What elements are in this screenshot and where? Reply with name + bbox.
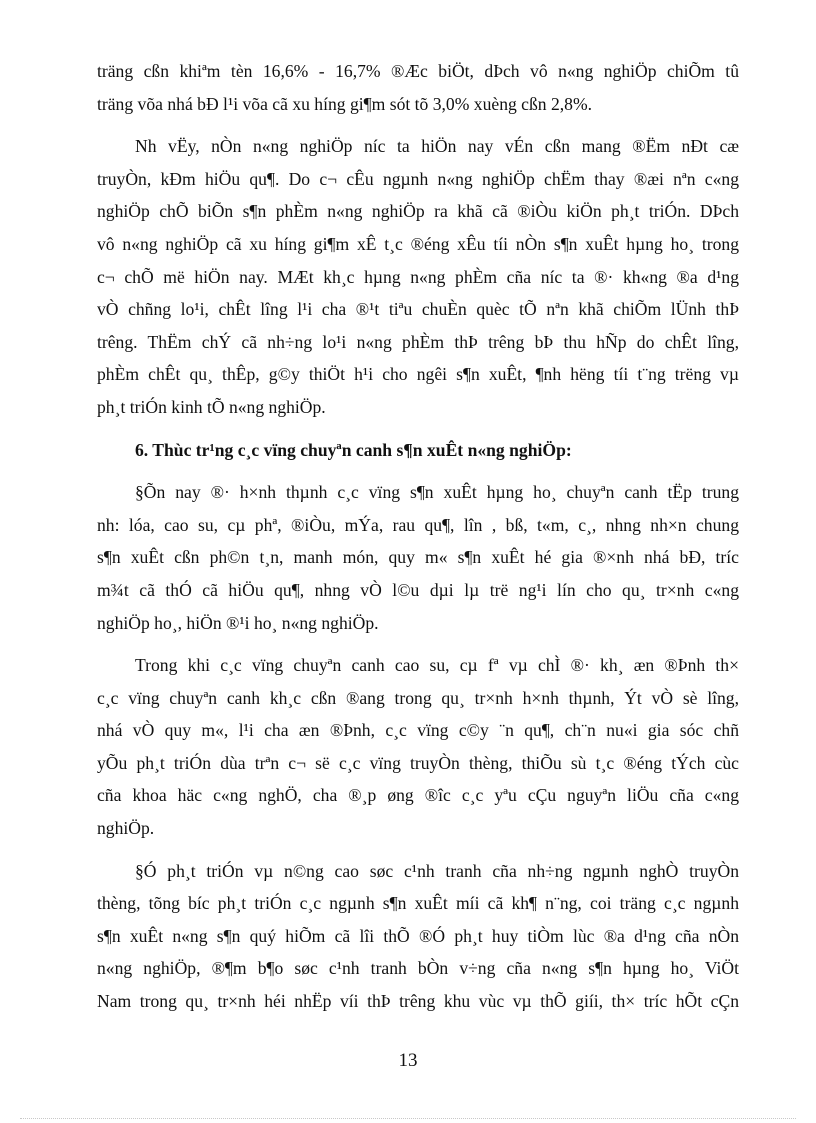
text-line: vÒ chñng lo¹i, chÊt lîng l¹i cha ®¹t tiªu chuÈn quèc tÕ nªn khã chiÕm lÜnh thÞ (97, 299, 739, 320)
text-line: thèng, tõng bíc ph¸t triÓn c¸c ngµnh s¶n xuÊt míi cã kh¶ n¨ng, coi träng c¸c ngµnh (97, 893, 739, 914)
text-line: c¸c vïng chuyªn canh kh¸c cßn ®ang trong qu¸ tr×nh h×nh thµnh, Ýt vÒ sè lîng, (97, 687, 739, 708)
text-line: vô n«ng nghiÖp cã xu híng gi¶m xÊ t¸c ®éng xÊu tíi nÒn s¶n xuÊt hµng ho¸ trong (97, 233, 739, 254)
text-line: §Õn nay ®· h×nh thµnh c¸c vïng s¶n xuÊt hµng ho¸ chuyªn canh tËp trung (135, 482, 739, 503)
section-heading: 6. Thùc tr¹ng c¸c vïng chuyªn canh s¶n xuÊt n«ng nghiÖp: (135, 439, 572, 460)
paragraph (97, 130, 739, 423)
text-line: §Ó ph¸t triÓn vµ n©ng cao søc c¹nh tranh cña nh÷ng ngµnh nghÒ truyÒn (135, 860, 739, 881)
text-line: m¾t cã thÓ cã hiÖu qu¶, nhng vÒ l©u dµi lµ trë ng¹i lín cho qu¸ tr×nh c«ng (97, 579, 739, 600)
text-line: träng cßn khiªm tèn 16,6% - 16,7% ®Æc biÖt, dÞch vô n«ng nghiÖp chiÕm tû (97, 61, 739, 81)
text-line: cña khoa häc c«ng nghÖ, cha ®¸p øng ®îc c¸c yªu cÇu nguyªn liÖu cña c«ng (97, 785, 739, 806)
paragraph (97, 855, 739, 1018)
text-line: nghiÖp chÕ biÕn s¶n phÈm n«ng nghiÖp ra khã cã ®iÒu kiÖn ph¸t triÓn. DÞch (97, 201, 739, 222)
paragraph (97, 476, 739, 639)
text-line: trêng. ThËm chÝ cã nh÷ng lo¹i n«ng phÈm thÞ trêng bÞ thu hÑp do chÊt lîng, (97, 331, 739, 352)
text-line: truyÒn, kÐm hiÖu qu¶. Do c¬ cÊu ngµnh n«ng nghiÖp chËm thay ®æi nªn c«ng (97, 168, 739, 189)
text-line: Nam trong qu¸ tr×nh héi nhËp víi thÞ trêng khu vùc vµ thÕ giíi, th× tríc hÕt cÇn (97, 991, 739, 1012)
document-page (97, 55, 739, 1028)
page-number: 13 (398, 1050, 418, 1071)
text-line: ph¸t triÓn kinh tÕ n«ng nghiÖp. (97, 396, 326, 417)
text-line: Nh vËy, nÒn n«ng nghiÖp níc ta hiÖn nay vÉn cßn mang ®Ëm nÐt cæ (135, 136, 739, 157)
paragraph (97, 55, 739, 120)
text-line: c¬ chÕ më hiÖn nay. MÆt kh¸c hµng n«ng phÈm cña níc ta ®· kh«ng ®a d¹ng (97, 266, 739, 287)
text-line: yÕu ph¸t triÓn dùa trªn c¬ së c¸c vïng truyÒn thèng, thiÕu sù t¸c ®éng tÝch cùc (97, 752, 739, 773)
text-line: s¶n xuÊt cßn ph©n t¸n, manh món, quy m« s¶n xuÊt hé gia ®×nh nhá bÐ, tríc (97, 547, 739, 568)
text-line: s¶n xuÊt n«ng s¶n quý hiÕm cã lîi thÕ ®Ó ph¸t huy tiÒm lùc ®a d¹ng cña nÒn (97, 925, 739, 946)
text-line: nhá vÒ quy m«, l¹i cha æn ®Þnh, c¸c vïng c©y ¨n qu¶, ch¨n nu«i gia sóc chñ (97, 720, 739, 741)
text-line: Trong khi c¸c vïng chuyªn canh cao su, cµ fª vµ chÌ ®· kh¸ æn ®Þnh th× (135, 655, 739, 676)
paragraph (97, 649, 739, 845)
text-line: träng võa nhá bÐ l¹i võa cã xu híng gi¶m sót tõ 3,0% xuèng cßn 2,8%. (97, 93, 593, 114)
text-line: phÈm chÊt qu¸ thÊp, g©y thiÖt h¹i cho ngêi s¶n xuÊt, ¶nh hëng tíi t¨ng trëng vµ (97, 364, 739, 385)
text-line: nh: lóa, cao su, cµ phª, ®iÒu, mÝa, rau qu¶, lîn , bß, t«m, c¸, nhng nh×n chung (97, 514, 739, 535)
text-line: n«ng nghiÖp, ®¶m b¶o søc c¹nh tranh bÒn v÷ng cña n«ng s¶n hµng ho¸ ViÖt (97, 958, 739, 979)
page-bottom-divider (20, 1118, 796, 1119)
text-line: nghiÖp ho¸, hiÖn ®¹i ho¸ n«ng nghiÖp. (97, 612, 379, 633)
text-line: nghiÖp. (97, 818, 155, 839)
